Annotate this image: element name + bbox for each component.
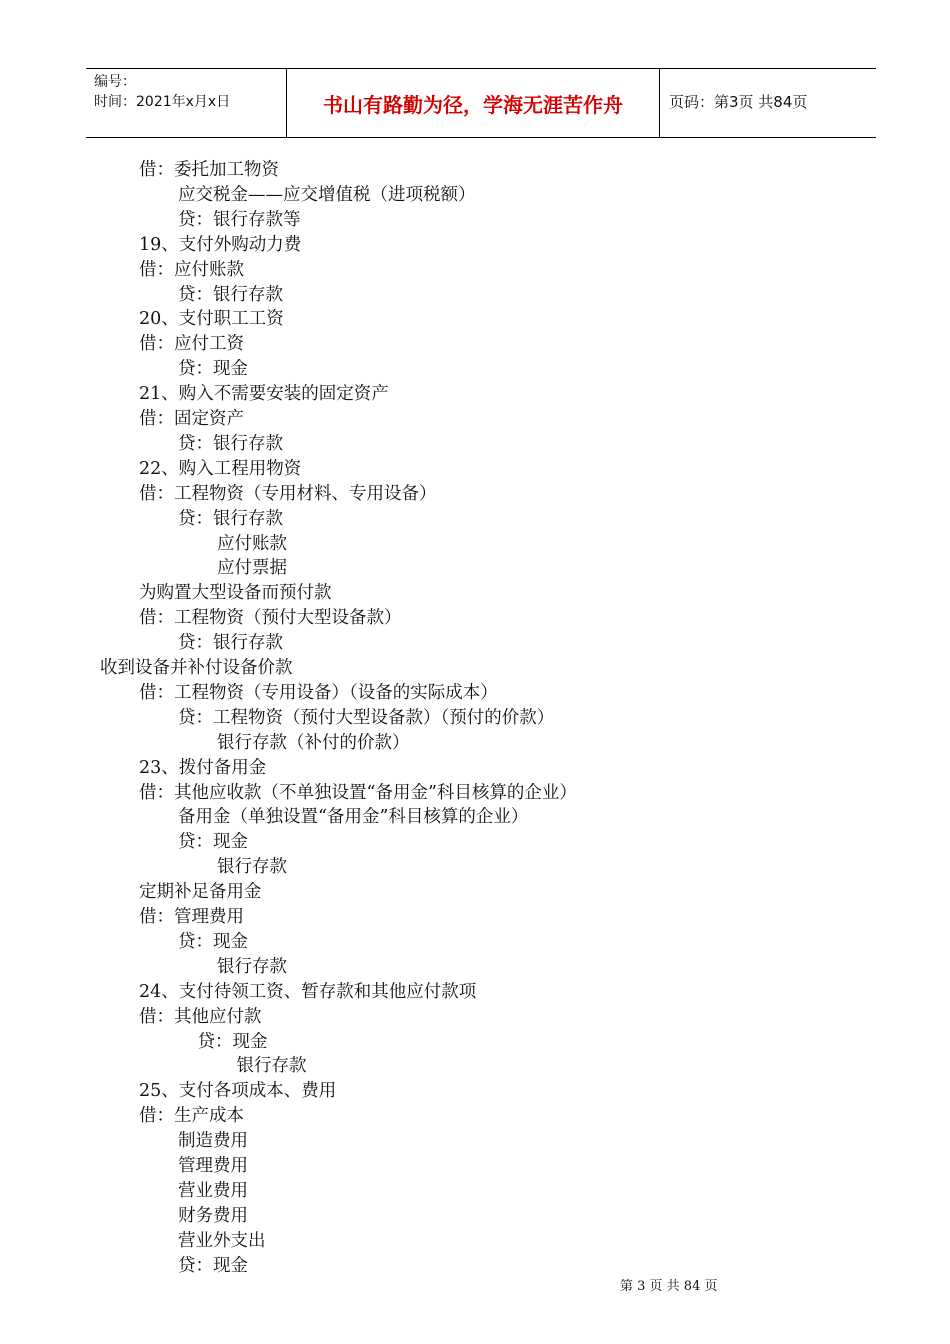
text-line: 借：工程物资（专用设备）（设备的实际成本）	[139, 682, 498, 703]
text-line: 23、拨付备用金	[139, 757, 267, 778]
text-line: 为购置大型设备而预付款	[139, 583, 332, 604]
text-line: 借：生产成本	[139, 1106, 244, 1127]
text-line: 借：固定资产	[139, 409, 244, 429]
text-line: 20、支付职工工资	[139, 309, 284, 330]
time-label: 时间：2021年x月x日	[94, 94, 231, 110]
text-line: 贷：现金	[178, 1255, 248, 1276]
text-line: 贷：工程物资（预付大型设备款）（预付的价款）	[178, 707, 555, 728]
text-line: 贷：现金	[197, 1031, 268, 1052]
text-line: 借：应付工资	[139, 334, 244, 355]
header-motto-cell	[287, 69, 660, 137]
text-line: 贷：银行存款	[178, 284, 283, 305]
text-line: 定期补足备用金	[139, 882, 262, 903]
text-line: 财务费用	[178, 1205, 248, 1226]
text-line: 贷：现金	[178, 931, 248, 952]
text-line: 贷：银行存款	[178, 508, 283, 529]
text-line: 银行存款	[217, 956, 287, 977]
text-line: 制造费用	[178, 1131, 248, 1152]
text-line: 银行存款	[217, 857, 287, 878]
text-line: 备用金（单独设置“备用金”科目核算的企业）	[178, 807, 529, 828]
text-line: 贷：银行存款等	[178, 209, 301, 230]
text-line: 25、支付各项成本、费用	[139, 1081, 337, 1102]
number-label: 编号：	[94, 74, 136, 90]
text-line: 21、购入不需要安装的固定资产	[139, 384, 389, 405]
text-line: 贷：现金	[178, 359, 248, 380]
header-meta-cell	[86, 69, 287, 137]
text-line: 银行存款（补付的价款）	[217, 732, 410, 753]
text-line: 22、购入工程用物资	[139, 458, 302, 479]
header-page-info: 页码：第3页 共84页	[669, 93, 808, 111]
text-line: 应付账款	[217, 533, 287, 554]
text-line: 应交税金——应交增值税（进项税额）	[178, 184, 476, 205]
text-line: 借：其他应收款（不单独设置“备用金”科目核算的企业）	[139, 782, 577, 803]
text-line: 借：工程物资（专用材料、专用设备）	[139, 483, 437, 504]
text-line: 收到设备并补付设备价款	[100, 658, 293, 678]
text-line: 24、支付待领工资、暂存款和其他应付款项	[139, 981, 477, 1002]
text-line: 贷：银行存款	[178, 433, 283, 454]
text-line: 贷：现金	[178, 832, 248, 853]
text-line: 借：工程物资（预付大型设备款）	[139, 608, 402, 629]
text-line: 营业外支出	[178, 1230, 266, 1251]
page-footer: 第 3 页 共 84 页	[620, 1279, 718, 1294]
text-line: 19、支付外购动力费	[139, 234, 302, 255]
text-line: 借：其他应付款	[139, 1006, 262, 1027]
text-line: 管理费用	[178, 1156, 248, 1176]
text-line: 营业费用	[178, 1180, 248, 1201]
page-header	[86, 68, 876, 138]
text-line: 借：应付账款	[139, 259, 244, 280]
text-line: 借：委托加工物资	[139, 160, 279, 180]
text-line: 应付票据	[217, 558, 287, 579]
text-line: 贷：银行存款	[178, 633, 283, 654]
motto: 书山有路勤为径，学海无涯苦作舟	[323, 93, 623, 117]
text-line: 银行存款	[236, 1056, 307, 1077]
text-line: 借：管理费用	[139, 907, 244, 927]
